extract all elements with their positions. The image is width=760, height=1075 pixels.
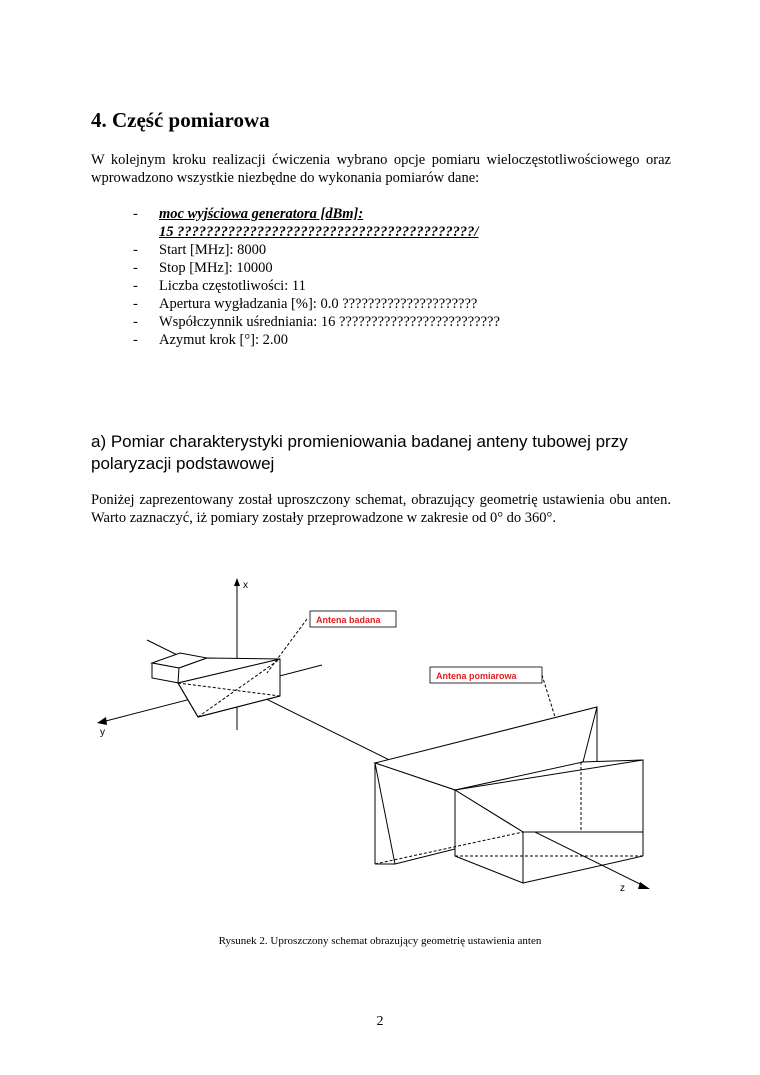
- list-item: [133, 205, 500, 241]
- list-item: [133, 241, 500, 259]
- measuring-antenna-leader: [542, 675, 555, 717]
- generator-power-value: 15 ?????????????????????????????????????????/: [159, 224, 479, 240]
- list-item: [133, 331, 500, 349]
- axis-z-label: z: [620, 883, 625, 894]
- subsection-paragraph: Poniżej zaprezentowany został uproszczony schemat, obrazujący geometrię ustawienia obu anten. Warto zaznaczyć, iż pomiary zostały przeprowadzone w zakresie od 0° do 360°.: [91, 492, 671, 526]
- tested-antenna-label: Antena badana: [316, 615, 381, 625]
- axis-x-label: x: [243, 580, 248, 591]
- param-smoothing-aperture: Apertura wygładzania [%]: 0.0 ?????????????????????: [159, 296, 478, 312]
- list-dash: -: [133, 278, 138, 294]
- z-axis-arrow: [638, 882, 650, 889]
- y-axis-arrow: [97, 717, 107, 725]
- list-dash: -: [133, 314, 138, 330]
- list-dash: -: [133, 332, 138, 348]
- param-azimuth-step: Azymut krok [°]: 2.00: [159, 332, 289, 348]
- section-title: 4. Część pomiarowa: [91, 108, 270, 132]
- list-item: [133, 277, 500, 295]
- list-dash: -: [133, 296, 138, 312]
- param-start: Start [MHz]: 8000: [159, 242, 267, 258]
- param-stop: Stop [MHz]: 10000: [159, 260, 273, 276]
- antenna-geometry-diagram: [92, 570, 672, 900]
- intro-paragraph: W kolejnym kroku realizacji ćwiczenia wybrano opcje pomiaru wieloczęstotliwościowego oraz wprowadzono wszystkie niezbędne do wykonania pomiarów dane:: [91, 152, 671, 186]
- generator-power-label: moc wyjściowa generatora [dBm]:: [159, 206, 364, 222]
- measuring-antenna-shape: [375, 707, 643, 883]
- measuring-antenna-label: Antena pomiarowa: [436, 671, 517, 681]
- list-item: [133, 295, 500, 313]
- parameter-list: [133, 205, 500, 349]
- list-item: [133, 259, 500, 277]
- param-frequency-count: Liczba częstotliwości: 11: [159, 278, 306, 294]
- page-number: 2: [376, 1014, 384, 1029]
- list-dash: -: [133, 242, 138, 258]
- list-item: [133, 313, 500, 331]
- list-dash: -: [133, 206, 138, 222]
- tested-antenna-leader: [267, 619, 307, 673]
- list-dash: -: [133, 260, 138, 276]
- axis-y-label: y: [100, 727, 105, 738]
- tested-antenna-shape: [152, 653, 280, 717]
- subsection-title: a) Pomiar charakterystyki promieniowania badanej anteny tubowej przy polaryzacji podstawowej: [91, 432, 628, 473]
- x-axis-arrow: [234, 578, 240, 586]
- figure-caption: Rysunek 2. Uproszczony schemat obrazujący geometrię ustawienia anten: [218, 935, 542, 947]
- param-averaging-factor: Współczynnik uśredniania: 16 ?????????????????????????: [159, 314, 500, 330]
